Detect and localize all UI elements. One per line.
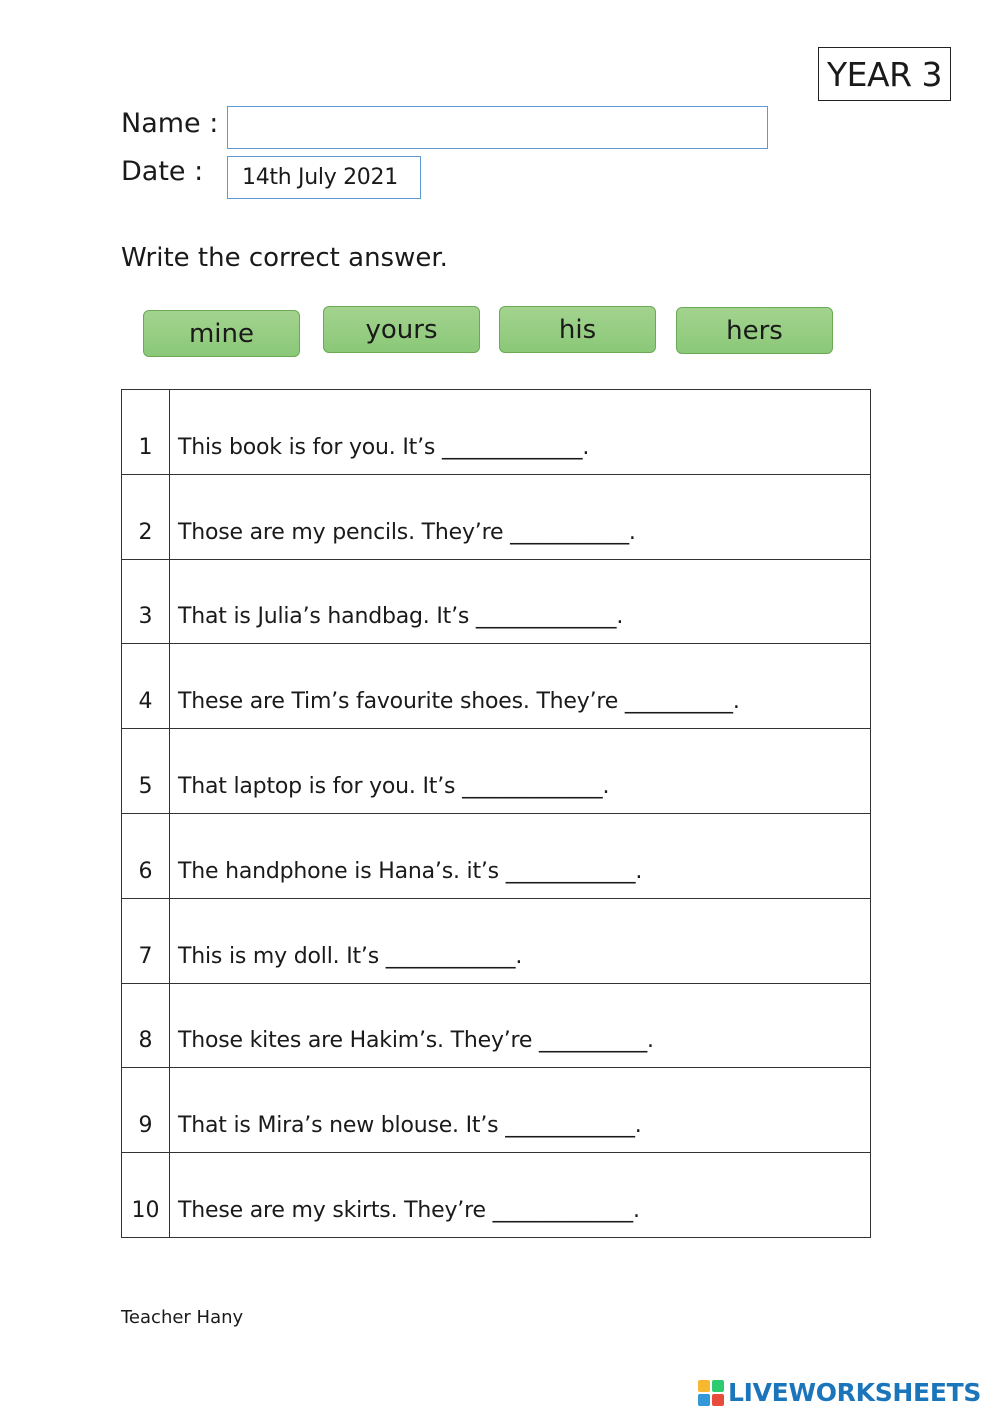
question-number: 10 — [122, 1153, 170, 1238]
question-row — [122, 559, 871, 644]
year-label: YEAR 3 — [818, 47, 951, 101]
question-number: 6 — [122, 813, 170, 898]
question-text[interactable]: The handphone is Hana’s. it’s ____________. — [170, 813, 871, 898]
question-row — [122, 898, 871, 983]
word-option-his[interactable]: his — [499, 306, 656, 353]
logo-text: LIVEWORKSHEETS — [728, 1378, 982, 1407]
questions-table — [121, 389, 871, 1238]
question-row — [122, 813, 871, 898]
instruction-text: Write the correct answer. — [121, 243, 448, 273]
question-row — [122, 390, 871, 475]
question-text[interactable]: These are Tim’s favourite shoes. They’re __________. — [170, 644, 871, 729]
name-label: Name : — [121, 108, 219, 139]
question-text[interactable]: Those are my pencils. They’re ___________. — [170, 474, 871, 559]
question-number: 4 — [122, 644, 170, 729]
question-text[interactable]: This is my doll. It’s ____________. — [170, 898, 871, 983]
question-number: 2 — [122, 474, 170, 559]
question-number: 1 — [122, 390, 170, 475]
question-number: 3 — [122, 559, 170, 644]
name-input[interactable] — [227, 106, 768, 149]
word-option-mine[interactable]: mine — [143, 310, 300, 357]
question-text[interactable]: Those kites are Hakim’s. They’re __________. — [170, 983, 871, 1068]
question-row — [122, 1153, 871, 1238]
question-number: 9 — [122, 1068, 170, 1153]
liveworksheets-logo-icon — [698, 1380, 724, 1406]
word-option-hers[interactable]: hers — [676, 307, 833, 354]
question-number: 8 — [122, 983, 170, 1068]
question-row — [122, 1068, 871, 1153]
question-row — [122, 644, 871, 729]
question-number: 5 — [122, 729, 170, 814]
question-text[interactable]: That is Mira’s new blouse. It’s ____________. — [170, 1068, 871, 1153]
word-option-yours[interactable]: yours — [323, 306, 480, 353]
liveworksheets-logo[interactable] — [698, 1378, 981, 1407]
question-row — [122, 474, 871, 559]
question-text[interactable]: That is Julia’s handbag. It’s _____________. — [170, 559, 871, 644]
date-label: Date : — [121, 156, 204, 187]
question-row — [122, 729, 871, 814]
question-text[interactable]: That laptop is for you. It’s _____________. — [170, 729, 871, 814]
question-text[interactable]: These are my skirts. They’re _____________. — [170, 1153, 871, 1238]
question-text[interactable]: This book is for you. It’s _____________. — [170, 390, 871, 475]
teacher-credit: Teacher Hany — [121, 1307, 244, 1328]
question-number: 7 — [122, 898, 170, 983]
question-row — [122, 983, 871, 1068]
date-field: 14th July 2021 — [227, 156, 421, 199]
